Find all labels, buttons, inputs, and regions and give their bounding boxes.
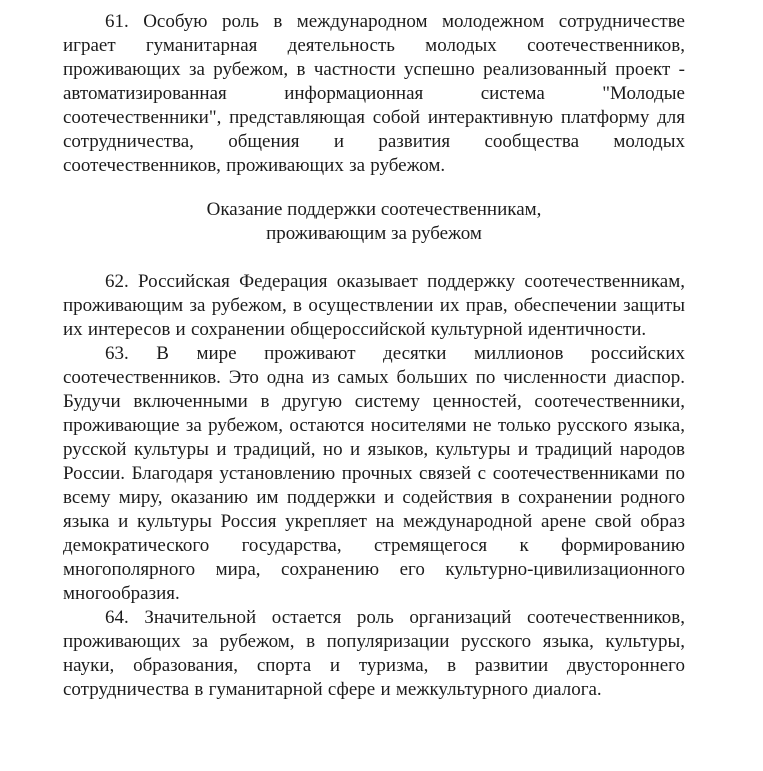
paragraph-61: 61. Особую роль в международном молодежном сотрудничестве играет гуманитарная деятельность молодых соотечественников, проживающих за рубежом, в частности успешно реализованный проект - автоматизированная информационная система "Молодые соотечественники", представляющая собой интерактивную платформу для сотрудничества, общения и развития сообщества молодых соотечественников, проживающих за рубежом. — [63, 11, 685, 176]
paragraph-63: 63. В мире проживают десятки миллионов российских соотечественников. Это одна из самых больших по численности диаспор. Будучи включенными в другую систему ценностей, соотечественники, проживающие за рубежом, остаются носителями не только русского языка, русской культуры и традиций, но и языков, культуры и традиций народов России. Благодаря установлению прочных связей с соотечественниками по всему миру, оказанию им поддержки и содействия в сохранении родного языка и культуры Россия укрепляет на международной арене свой образ демократического государства, стремящегося к формированию многополярного мира, сохранению его культурно-цивилизационного многообразия. — [63, 343, 685, 604]
paragraph-62: 62. Российская Федерация оказывает поддержку соотечественникам, проживающим за рубежом, в осуществлении их прав, обеспечении защиты их интересов и сохранении общероссийской культурной идентичности. — [63, 271, 685, 340]
document-text-block — [63, 10, 685, 702]
section-heading — [63, 198, 685, 246]
section-heading-line-2: проживающим за рубежом — [266, 223, 482, 244]
section-heading-line-1: Оказание поддержки соотечественникам, — [206, 199, 542, 220]
paragraph-64: 64. Значительной остается роль организаций соотечественников, проживающих за рубежом, в популяризации русского языка, культуры, науки, образования, спорта и туризма, в развитии двустороннего сотрудничества в гуманитарной сфере и межкультурного диалога. — [63, 607, 685, 700]
